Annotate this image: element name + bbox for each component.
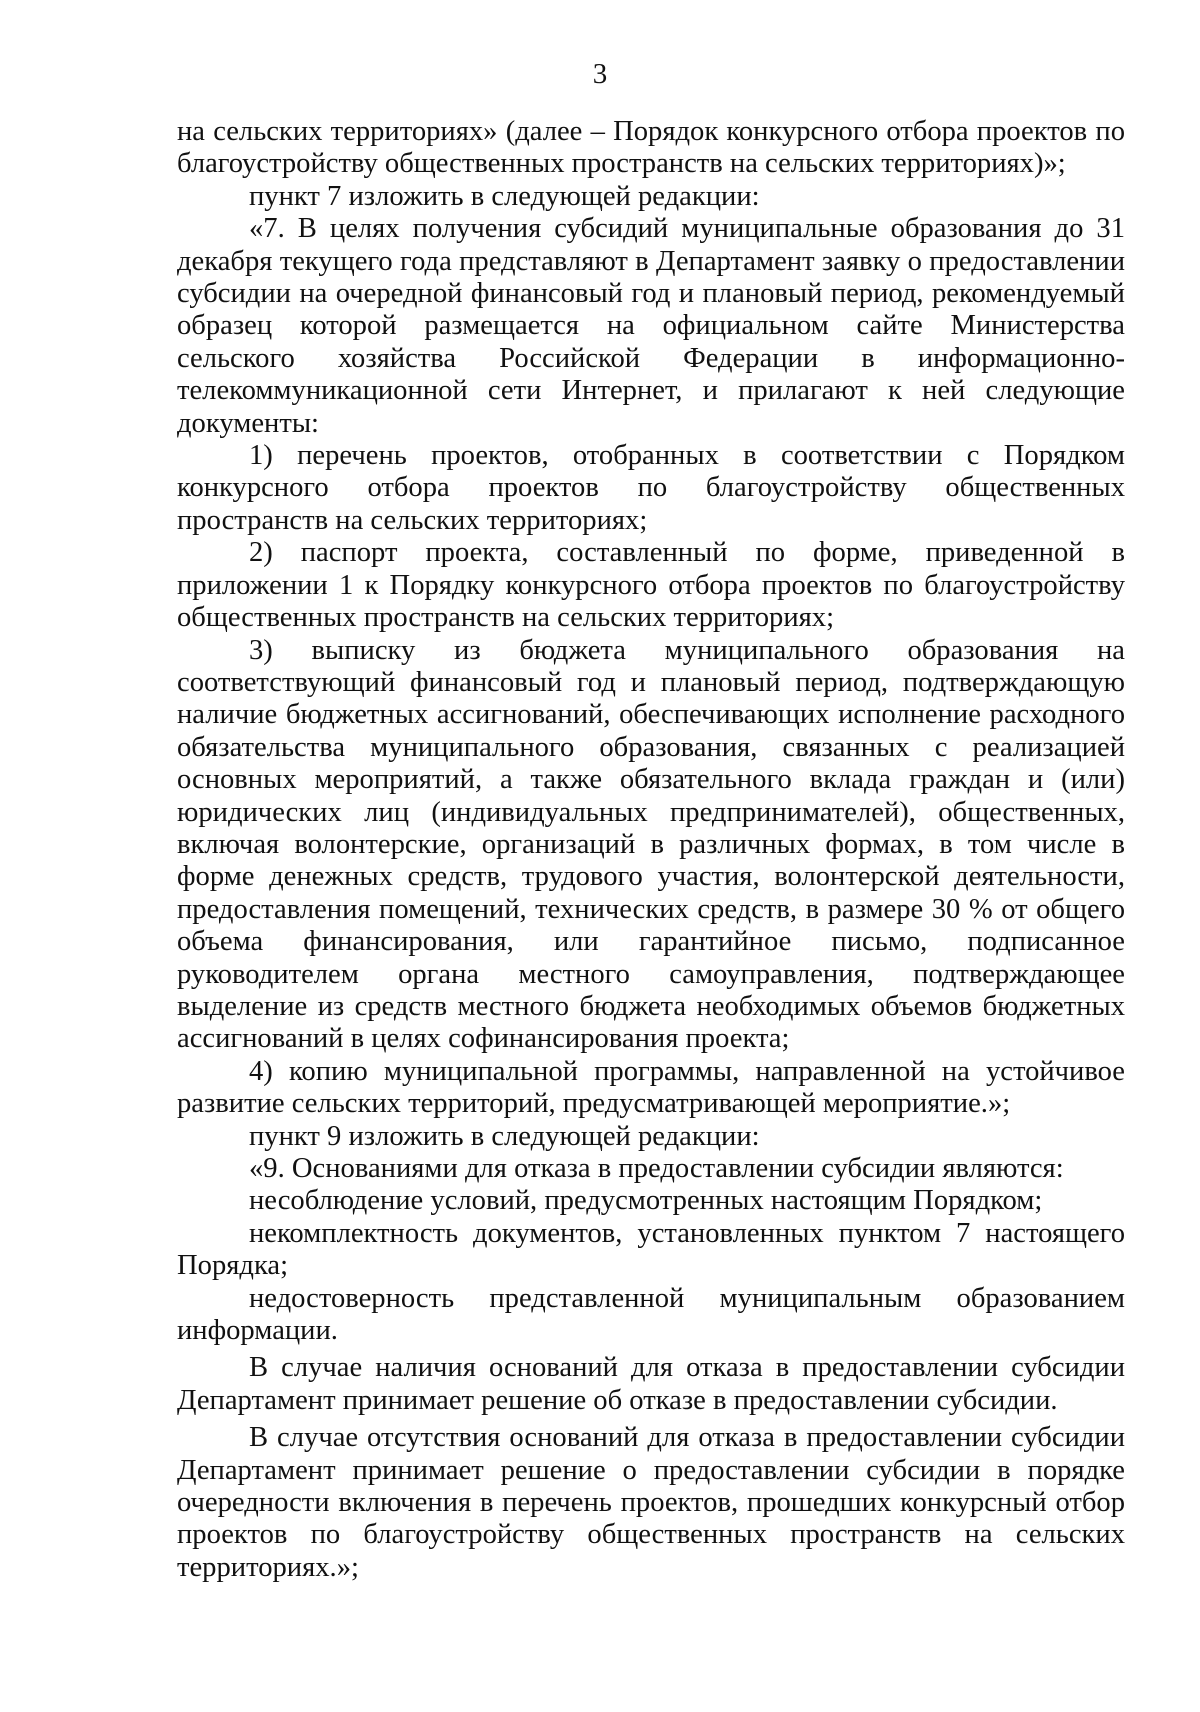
list-item: 1) перечень проектов, отобранных в соответствии с Порядком конкурсного отбора проектов по благоустройству общественных пространств на сельских территориях; [177, 440, 1125, 536]
list-item: 3) выписку из бюджета муниципального образования на соответствующий финансовый год и плановый период, подтверждающую наличие бюджетных ассигнований, обеспечивающих исполнение расходного обязательства муниципального образования, связанных с реализацией основных мероприятий, а также обязательного вклада граждан и (или) юридических лиц (индивидуальных предпринимателей), общественных, включая волонтерские, организаций в различных формах, в том числе в форме денежных средств, трудового участия, волонтерской деятельности, предоставления помещений, технических средств, в размере 30 % от общего объема финансирования, или гарантийное письмо, подписанное руководителем органа местного самоуправления, подтверждающее выделение из средств местного бюджета необходимых объемов бюджетных ассигнований в целях софинансирования проекта; [177, 634, 1125, 1055]
page-number: 3 [592, 58, 608, 90]
paragraph: В случае наличия оснований для отказа в предоставлении субсидии Департамент принимает решение об отказе в предоставлении субсидии. [177, 1352, 1125, 1416]
paragraph: недостоверность представленной муниципальным образованием информации. [177, 1282, 1125, 1347]
document-body [177, 116, 1125, 1584]
paragraph: на сельских территориях» (далее – Порядок конкурсного отбора проектов по благоустройству общественных пространств на сельских территориях)»; [177, 116, 1125, 180]
paragraph: несоблюдение условий, предусмотренных настоящим Порядком; [249, 1185, 1043, 1217]
paragraph: В случае отсутствия оснований для отказа в предоставлении субсидии Департамент принимает решение о предоставлении субсидии в порядке очередности включения в перечень проектов, прошедших конкурсный отбор проектов по благоустройству общественных пространств на сельских территориях.»; [177, 1422, 1125, 1583]
list-item: 4) копию муниципальной программы, направленной на устойчивое развитие сельских территорий, предусматривающей мероприятие.»; [177, 1055, 1125, 1120]
paragraph: «9. Основаниями для отказа в предоставлении субсидии являются: [249, 1153, 1064, 1184]
paragraph: пункт 7 изложить в следующей редакции: [249, 180, 760, 212]
list-item: 2) паспорт проекта, составленный по форме, приведенной в приложении 1 к Порядку конкурсного отбора проектов по благоустройству общественных пространств на сельских территориях; [177, 537, 1125, 634]
paragraph: некомплектность документов, установленных пунктом 7 настоящего Порядка; [177, 1217, 1125, 1282]
paragraph: пункт 9 изложить в следующей редакции: [249, 1120, 760, 1152]
paragraph: «7. В целях получения субсидий муниципальные образования до 31 декабря текущего года представляют в Департамент заявку о предоставлении субсидии на очередной финансовый год и плановый период, рекомендуемый образец которой размещается на официальном сайте Министерства сельского хозяйства Российской Федерации в информационно-телекоммуникационной сети Интернет, и прилагают к ней следующие документы: [177, 213, 1125, 439]
